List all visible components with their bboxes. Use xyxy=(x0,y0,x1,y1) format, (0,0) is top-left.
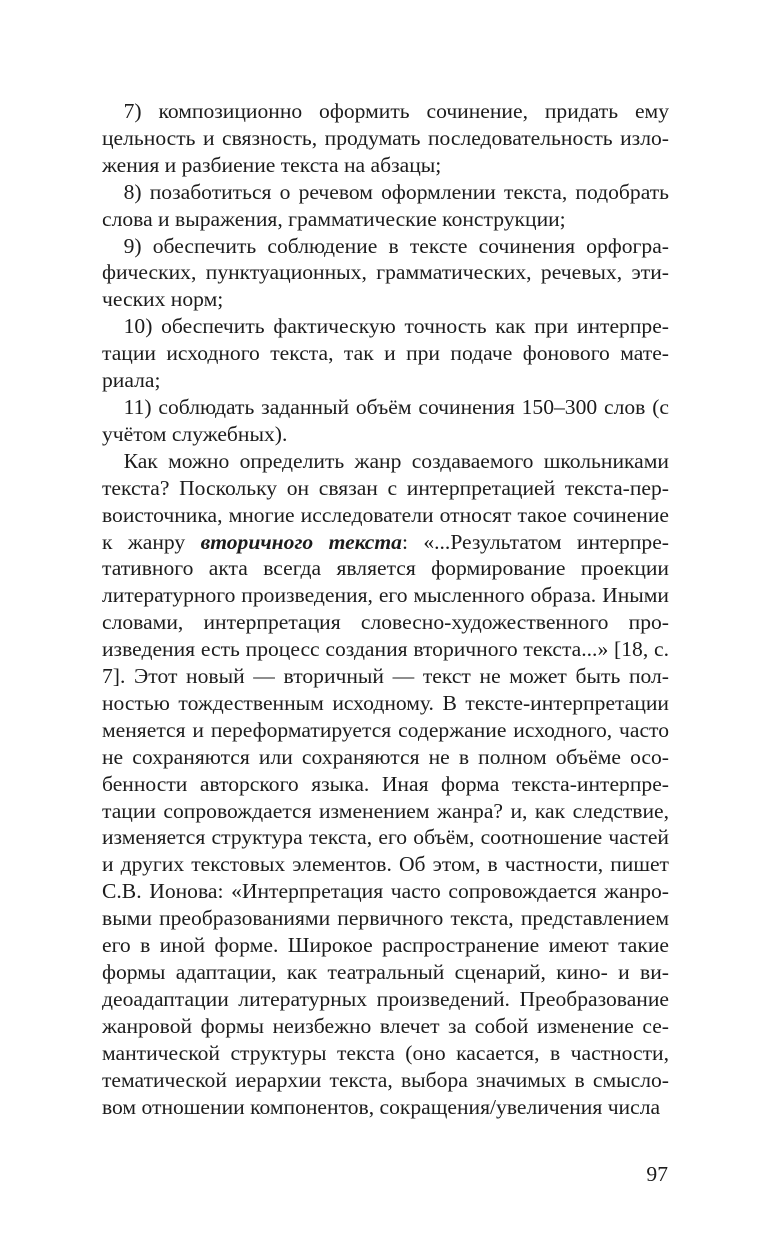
list-item-10: 10) обеспечить фактическую точность как при интерпретации исходного текста, так и при подаче фонового материала; xyxy=(102,314,669,393)
list-item-9: 9) обеспечить соблюдение в тексте сочинения орфографических, пунктуационных, грамматических, речевых, этических норм; xyxy=(102,233,669,312)
page-body xyxy=(102,98,669,1120)
paragraph-lead: Как можно определить жанр создаваемого школьниками текста? Поскольку он связан с интерпретацией текста-первоисточника, многие исследователи относят такое сочинение к жанру xyxy=(102,448,669,554)
body-paragraph xyxy=(102,448,669,1121)
list-item-7: 7) композиционно оформить сочинение, придать ему цельность и связность, продумать последовательность изложения и разбиение текста на абзацы; xyxy=(102,99,669,177)
paragraph-continuation: : «...Результатом интерпретативного акта всегда является формирование проекции литературного произведения, его мысленного образа. Иными словами, интерпретация словесно-художественного произведения есть процесс создания вторичного текста...» [18, с. 7]. Этот новый — вторичный — текст не может быть полностью тождественным исходному. В тексте-интерпретации меняется и переформатируется содержание исходного, часто не сохраняются или сохраняются не в полном объёме особенности авторского языка. Иная форма текста-интерпретации сопровождается изменением жанра? и, как следствие, изменяется структура текста, его объём, соотношение частей и других текстовых элементов. Об этом, в частности, пишет С.В. Ионова: «Интерпретация часто сопровождается жанровыми преобразованиями первичного текста, представлением его в иной форме. Широкое распространение имеют такие формы адаптации, как театральный сценарий, кино- и видеоадаптации литературных произведений. Преобразование жанровой формы неизбежно влечет за собой изменение семантической структуры текста (оно касается, в частности, тематической иерархии текста, выбора значимых в смысловом отношении компонентов, сокращения/увеличения числа xyxy=(102,529,669,1119)
page-number: 97 xyxy=(646,1162,668,1186)
list-item-8: 8) позаботиться о речевом оформлении текста, подобрать слова и выражения, грамматические конструкции; xyxy=(102,179,669,231)
list-item-11: 11) соблюдать заданный объём сочинения 150–300 слов (с учётом служебных). xyxy=(102,394,669,446)
term-secondary-text: вторичного текста xyxy=(200,529,402,554)
